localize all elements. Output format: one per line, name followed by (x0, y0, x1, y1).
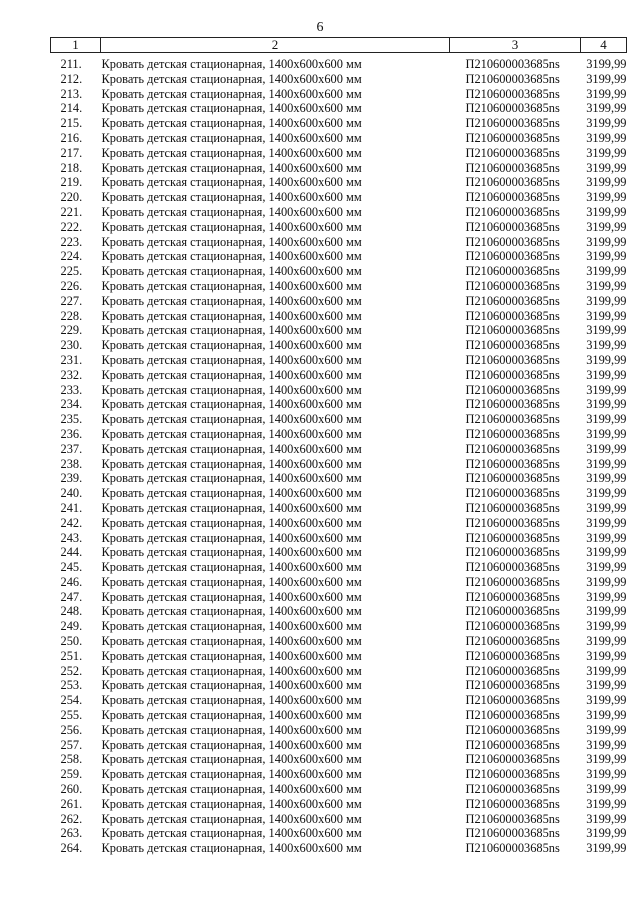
row-number: 215. (60, 116, 83, 131)
item-code: П210600003685ns (465, 190, 560, 205)
item-name: Кровать детская стационарная, 1400х600х600 мм (101, 486, 362, 501)
item-code: П210600003685ns (465, 560, 560, 575)
table-row (51, 678, 627, 693)
table-row (51, 279, 627, 294)
item-name: Кровать детская стационарная, 1400х600х600 мм (101, 796, 362, 811)
item-name: Кровать детская стационарная, 1400х600х600 мм (101, 293, 362, 308)
item-code: П210600003685ns (465, 796, 560, 811)
item-code: П210600003685ns (465, 397, 560, 412)
item-name: Кровать детская стационарная, 1400х600х600 мм (101, 604, 362, 619)
item-price: 3199,99 (586, 811, 627, 826)
item-price: 3199,99 (586, 175, 627, 190)
item-price: 3199,99 (586, 841, 627, 856)
table-row (51, 590, 627, 605)
item-name: Кровать детская стационарная, 1400х600х600 мм (101, 190, 362, 205)
item-price: 3199,99 (586, 278, 627, 293)
item-name: Кровать детская стационарная, 1400х600х600 мм (101, 382, 362, 397)
table-row (51, 752, 627, 767)
item-name: Кровать детская стационарная, 1400х600х600 мм (101, 589, 362, 604)
item-code: П210600003685ns (465, 175, 560, 190)
item-price: 3199,99 (586, 782, 627, 797)
row-number: 246. (60, 574, 83, 589)
table-row (51, 53, 627, 72)
item-code: П210600003685ns (465, 604, 560, 619)
table-row (51, 264, 627, 279)
item-name: Кровать детская стационарная, 1400х600х600 мм (101, 560, 362, 575)
table-row (51, 723, 627, 738)
row-number: 222. (60, 219, 83, 234)
item-code: П210600003685ns (465, 708, 560, 723)
header-row (51, 38, 627, 53)
item-name: Кровать детская стационарная, 1400х600х600 мм (101, 634, 362, 649)
column-header-1: 1 (51, 38, 101, 53)
row-number: 229. (60, 323, 83, 338)
item-price: 3199,99 (586, 57, 627, 71)
item-code: П210600003685ns (465, 338, 560, 353)
table-row (51, 72, 627, 87)
table-row (51, 161, 627, 176)
row-number: 258. (60, 752, 83, 767)
item-name: Кровать детская стационарная, 1400х600х600 мм (101, 752, 362, 767)
item-code: П210600003685ns (465, 264, 560, 279)
table-row (51, 471, 627, 486)
item-price: 3199,99 (586, 101, 627, 116)
item-name: Кровать детская стационарная, 1400х600х600 мм (101, 515, 362, 530)
row-number: 226. (60, 278, 83, 293)
item-price: 3199,99 (586, 116, 627, 131)
item-price: 3199,99 (586, 574, 627, 589)
item-name: Кровать детская стационарная, 1400х600х600 мм (101, 204, 362, 219)
row-number: 262. (60, 811, 83, 826)
item-price: 3199,99 (586, 648, 627, 663)
item-price: 3199,99 (586, 219, 627, 234)
row-number: 217. (60, 145, 83, 160)
row-number: 211. (60, 57, 82, 71)
table-row (51, 767, 627, 782)
table-row (51, 812, 627, 827)
item-name: Кровать детская стационарная, 1400х600х600 мм (101, 722, 362, 737)
item-name: Кровать детская стационарная, 1400х600х600 мм (101, 116, 362, 131)
item-price: 3199,99 (586, 249, 627, 264)
row-number: 223. (60, 234, 83, 249)
item-price: 3199,99 (586, 204, 627, 219)
table-row (51, 249, 627, 264)
item-code: П210600003685ns (465, 530, 560, 545)
item-name: Кровать детская стационарная, 1400х600х600 мм (101, 545, 362, 560)
table-row (51, 634, 627, 649)
table-row (51, 353, 627, 368)
item-price: 3199,99 (586, 708, 627, 723)
table-header (51, 38, 627, 53)
column-header-3: 3 (450, 38, 581, 53)
table-row (51, 649, 627, 664)
row-number: 232. (60, 367, 83, 382)
row-number: 228. (60, 308, 83, 323)
item-name: Кровать детская стационарная, 1400х600х600 мм (101, 737, 362, 752)
item-code: П210600003685ns (465, 441, 560, 456)
item-code: П210600003685ns (465, 737, 560, 752)
item-name: Кровать детская стационарная, 1400х600х600 мм (101, 397, 362, 412)
item-name: Кровать детская стационарная, 1400х600х600 мм (101, 811, 362, 826)
item-code: П210600003685ns (465, 130, 560, 145)
row-number: 213. (60, 86, 83, 101)
item-name: Кровать детская стационарная, 1400х600х600 мм (101, 57, 362, 71)
row-number: 263. (60, 826, 83, 841)
table-row (51, 486, 627, 501)
item-price: 3199,99 (586, 160, 627, 175)
row-number: 242. (60, 515, 83, 530)
item-price: 3199,99 (586, 693, 627, 708)
page-number: 6 (316, 20, 324, 35)
item-price: 3199,99 (586, 293, 627, 308)
table-row (51, 457, 627, 472)
item-price: 3199,99 (586, 145, 627, 160)
row-number: 260. (60, 782, 83, 797)
item-code: П210600003685ns (465, 456, 560, 471)
item-code: П210600003685ns (465, 278, 560, 293)
item-price: 3199,99 (586, 264, 627, 279)
item-code: П210600003685ns (465, 426, 560, 441)
table-row (51, 131, 627, 146)
row-number: 214. (60, 101, 83, 116)
table-row (51, 560, 627, 575)
item-name: Кровать детская стационарная, 1400х600х600 мм (101, 367, 362, 382)
table-row (51, 545, 627, 560)
item-name: Кровать детская стационарная, 1400х600х600 мм (101, 841, 362, 856)
item-code: П210600003685ns (465, 382, 560, 397)
row-number: 218. (60, 160, 83, 175)
item-name: Кровать детская стационарная, 1400х600х600 мм (101, 101, 362, 116)
item-code: П210600003685ns (465, 219, 560, 234)
item-price: 3199,99 (586, 86, 627, 101)
item-name: Кровать детская стационарная, 1400х600х600 мм (101, 130, 362, 145)
table-row (51, 235, 627, 250)
row-number: 231. (60, 352, 83, 367)
item-code: П210600003685ns (465, 352, 560, 367)
item-code: П210600003685ns (465, 160, 560, 175)
item-price: 3199,99 (586, 619, 627, 634)
item-code: П210600003685ns (465, 589, 560, 604)
row-number: 253. (60, 678, 83, 693)
item-name: Кровать детская стационарная, 1400х600х600 мм (101, 219, 362, 234)
item-name: Кровать детская стационарная, 1400х600х600 мм (101, 530, 362, 545)
item-price: 3199,99 (586, 456, 627, 471)
table-row (51, 116, 627, 131)
inventory-table (50, 37, 627, 856)
item-code: П210600003685ns (465, 204, 560, 219)
item-name: Кровать детская стационарная, 1400х600х600 мм (101, 574, 362, 589)
row-number: 239. (60, 471, 83, 486)
item-code: П210600003685ns (465, 722, 560, 737)
item-code: П210600003685ns (465, 826, 560, 841)
item-code: П210600003685ns (465, 471, 560, 486)
row-number: 241. (60, 500, 83, 515)
item-code: П210600003685ns (465, 234, 560, 249)
row-number: 236. (60, 426, 83, 441)
item-price: 3199,99 (586, 382, 627, 397)
item-code: П210600003685ns (465, 412, 560, 427)
row-number: 235. (60, 412, 83, 427)
item-price: 3199,99 (586, 530, 627, 545)
item-code: П210600003685ns (465, 811, 560, 826)
item-price: 3199,99 (586, 367, 627, 382)
item-price: 3199,99 (586, 190, 627, 205)
item-code: П210600003685ns (465, 71, 560, 86)
item-price: 3199,99 (586, 678, 627, 693)
item-name: Кровать детская стационарная, 1400х600х600 мм (101, 145, 362, 160)
table-row (51, 220, 627, 235)
item-price: 3199,99 (586, 752, 627, 767)
item-name: Кровать детская стационарная, 1400х600х600 мм (101, 352, 362, 367)
item-code: П210600003685ns (465, 841, 560, 856)
item-code: П210600003685ns (465, 545, 560, 560)
item-code: П210600003685ns (465, 515, 560, 530)
table-row (51, 190, 627, 205)
table-row (51, 309, 627, 324)
table-row (51, 397, 627, 412)
row-number: 259. (60, 767, 83, 782)
row-number: 255. (60, 708, 83, 723)
item-price: 3199,99 (586, 737, 627, 752)
row-number: 248. (60, 604, 83, 619)
item-code: П210600003685ns (465, 116, 560, 131)
row-number: 216. (60, 130, 83, 145)
item-name: Кровать детская стационарная, 1400х600х600 мм (101, 249, 362, 264)
table-row (51, 427, 627, 442)
item-name: Кровать детская стационарная, 1400х600х600 мм (101, 278, 362, 293)
item-name: Кровать детская стационарная, 1400х600х600 мм (101, 619, 362, 634)
row-number: 264. (60, 841, 83, 856)
table-row (51, 383, 627, 398)
item-price: 3199,99 (586, 426, 627, 441)
row-number: 252. (60, 663, 83, 678)
item-code: П210600003685ns (465, 500, 560, 515)
item-price: 3199,99 (586, 441, 627, 456)
item-code: П210600003685ns (465, 486, 560, 501)
table-row (51, 87, 627, 102)
row-number: 220. (60, 190, 83, 205)
row-number: 257. (60, 737, 83, 752)
item-price: 3199,99 (586, 234, 627, 249)
table-row (51, 841, 627, 856)
item-price: 3199,99 (586, 308, 627, 323)
item-price: 3199,99 (586, 722, 627, 737)
item-code: П210600003685ns (465, 308, 560, 323)
item-price: 3199,99 (586, 500, 627, 515)
item-name: Кровать детская стационарная, 1400х600х600 мм (101, 86, 362, 101)
item-code: П210600003685ns (465, 782, 560, 797)
item-price: 3199,99 (586, 397, 627, 412)
row-number: 245. (60, 560, 83, 575)
row-number: 243. (60, 530, 83, 545)
row-number: 212. (60, 71, 83, 86)
row-number: 254. (60, 693, 83, 708)
item-code: П210600003685ns (465, 767, 560, 782)
item-name: Кровать детская стационарная, 1400х600х600 мм (101, 663, 362, 678)
item-name: Кровать детская стационарная, 1400х600х600 мм (101, 708, 362, 723)
item-name: Кровать детская стационарная, 1400х600х600 мм (101, 767, 362, 782)
row-number: 225. (60, 264, 83, 279)
item-code: П210600003685ns (465, 678, 560, 693)
table-body (51, 53, 627, 857)
item-code: П210600003685ns (465, 574, 560, 589)
item-code: П210600003685ns (465, 249, 560, 264)
table-row (51, 101, 627, 116)
row-number: 261. (60, 796, 83, 811)
item-name: Кровать детская стационарная, 1400х600х600 мм (101, 693, 362, 708)
row-number: 238. (60, 456, 83, 471)
item-price: 3199,99 (586, 796, 627, 811)
item-name: Кровать детская стационарная, 1400х600х600 мм (101, 308, 362, 323)
row-number: 247. (60, 589, 83, 604)
row-number: 230. (60, 338, 83, 353)
item-price: 3199,99 (586, 338, 627, 353)
item-name: Кровать детская стационарная, 1400х600х600 мм (101, 441, 362, 456)
table-row (51, 531, 627, 546)
item-name: Кровать детская стационарная, 1400х600х600 мм (101, 234, 362, 249)
item-price: 3199,99 (586, 412, 627, 427)
item-price: 3199,99 (586, 323, 627, 338)
table-row (51, 146, 627, 161)
item-price: 3199,99 (586, 352, 627, 367)
row-number: 237. (60, 441, 83, 456)
table-row (51, 338, 627, 353)
item-code: П210600003685ns (465, 648, 560, 663)
item-name: Кровать детская стационарная, 1400х600х600 мм (101, 782, 362, 797)
item-name: Кровать детская стационарная, 1400х600х600 мм (101, 175, 362, 190)
table-row (51, 516, 627, 531)
table-row (51, 664, 627, 679)
item-price: 3199,99 (586, 560, 627, 575)
row-number: 234. (60, 397, 83, 412)
table-row (51, 205, 627, 220)
table-row (51, 175, 627, 190)
item-name: Кровать детская стационарная, 1400х600х600 мм (101, 826, 362, 841)
item-code: П210600003685ns (465, 619, 560, 634)
table-row (51, 826, 627, 841)
item-code: П210600003685ns (465, 101, 560, 116)
item-name: Кровать детская стационарная, 1400х600х600 мм (101, 678, 362, 693)
table-row (51, 294, 627, 309)
item-price: 3199,99 (586, 826, 627, 841)
row-number: 233. (60, 382, 83, 397)
table-row (51, 693, 627, 708)
item-code: П210600003685ns (465, 367, 560, 382)
column-header-4: 4 (581, 38, 627, 53)
row-number: 221. (60, 204, 83, 219)
item-name: Кровать детская стационарная, 1400х600х600 мм (101, 71, 362, 86)
column-header-2: 2 (101, 38, 450, 53)
row-number: 240. (60, 486, 83, 501)
row-number: 251. (60, 648, 83, 663)
item-code: П210600003685ns (465, 86, 560, 101)
item-code: П210600003685ns (465, 752, 560, 767)
item-name: Кровать детская стационарная, 1400х600х600 мм (101, 323, 362, 338)
item-price: 3199,99 (586, 604, 627, 619)
item-code: П210600003685ns (465, 145, 560, 160)
row-number: 244. (60, 545, 83, 560)
item-name: Кровать детская стационарная, 1400х600х600 мм (101, 471, 362, 486)
table-row (51, 604, 627, 619)
item-name: Кровать детская стационарная, 1400х600х600 мм (101, 412, 362, 427)
item-name: Кровать детская стационарная, 1400х600х600 мм (101, 456, 362, 471)
item-code: П210600003685ns (465, 663, 560, 678)
table-row (51, 708, 627, 723)
item-code: П210600003685ns (465, 323, 560, 338)
item-price: 3199,99 (586, 767, 627, 782)
row-number: 227. (60, 293, 83, 308)
item-code: П210600003685ns (465, 57, 560, 71)
item-price: 3199,99 (586, 663, 627, 678)
table-row (51, 782, 627, 797)
row-number: 250. (60, 634, 83, 649)
table-row (51, 368, 627, 383)
row-number: 224. (60, 249, 83, 264)
table-row (51, 323, 627, 338)
item-price: 3199,99 (586, 486, 627, 501)
table-row (51, 575, 627, 590)
table-row (51, 412, 627, 427)
item-name: Кровать детская стационарная, 1400х600х600 мм (101, 160, 362, 175)
item-price: 3199,99 (586, 634, 627, 649)
item-name: Кровать детская стационарная, 1400х600х600 мм (101, 338, 362, 353)
item-price: 3199,99 (586, 71, 627, 86)
item-name: Кровать детская стационарная, 1400х600х600 мм (101, 648, 362, 663)
table-row (51, 797, 627, 812)
item-name: Кровать детская стационарная, 1400х600х600 мм (101, 426, 362, 441)
item-price: 3199,99 (586, 515, 627, 530)
table-row (51, 442, 627, 457)
table-row (51, 738, 627, 753)
item-price: 3199,99 (586, 130, 627, 145)
table-row (51, 619, 627, 634)
item-code: П210600003685ns (465, 293, 560, 308)
item-name: Кровать детская стационарная, 1400х600х600 мм (101, 500, 362, 515)
row-number: 249. (60, 619, 83, 634)
row-number: 219. (60, 175, 83, 190)
item-price: 3199,99 (586, 589, 627, 604)
table-row (51, 501, 627, 516)
item-name: Кровать детская стационарная, 1400х600х600 мм (101, 264, 362, 279)
item-price: 3199,99 (586, 471, 627, 486)
item-code: П210600003685ns (465, 634, 560, 649)
item-code: П210600003685ns (465, 693, 560, 708)
row-number: 256. (60, 722, 83, 737)
item-price: 3199,99 (586, 545, 627, 560)
